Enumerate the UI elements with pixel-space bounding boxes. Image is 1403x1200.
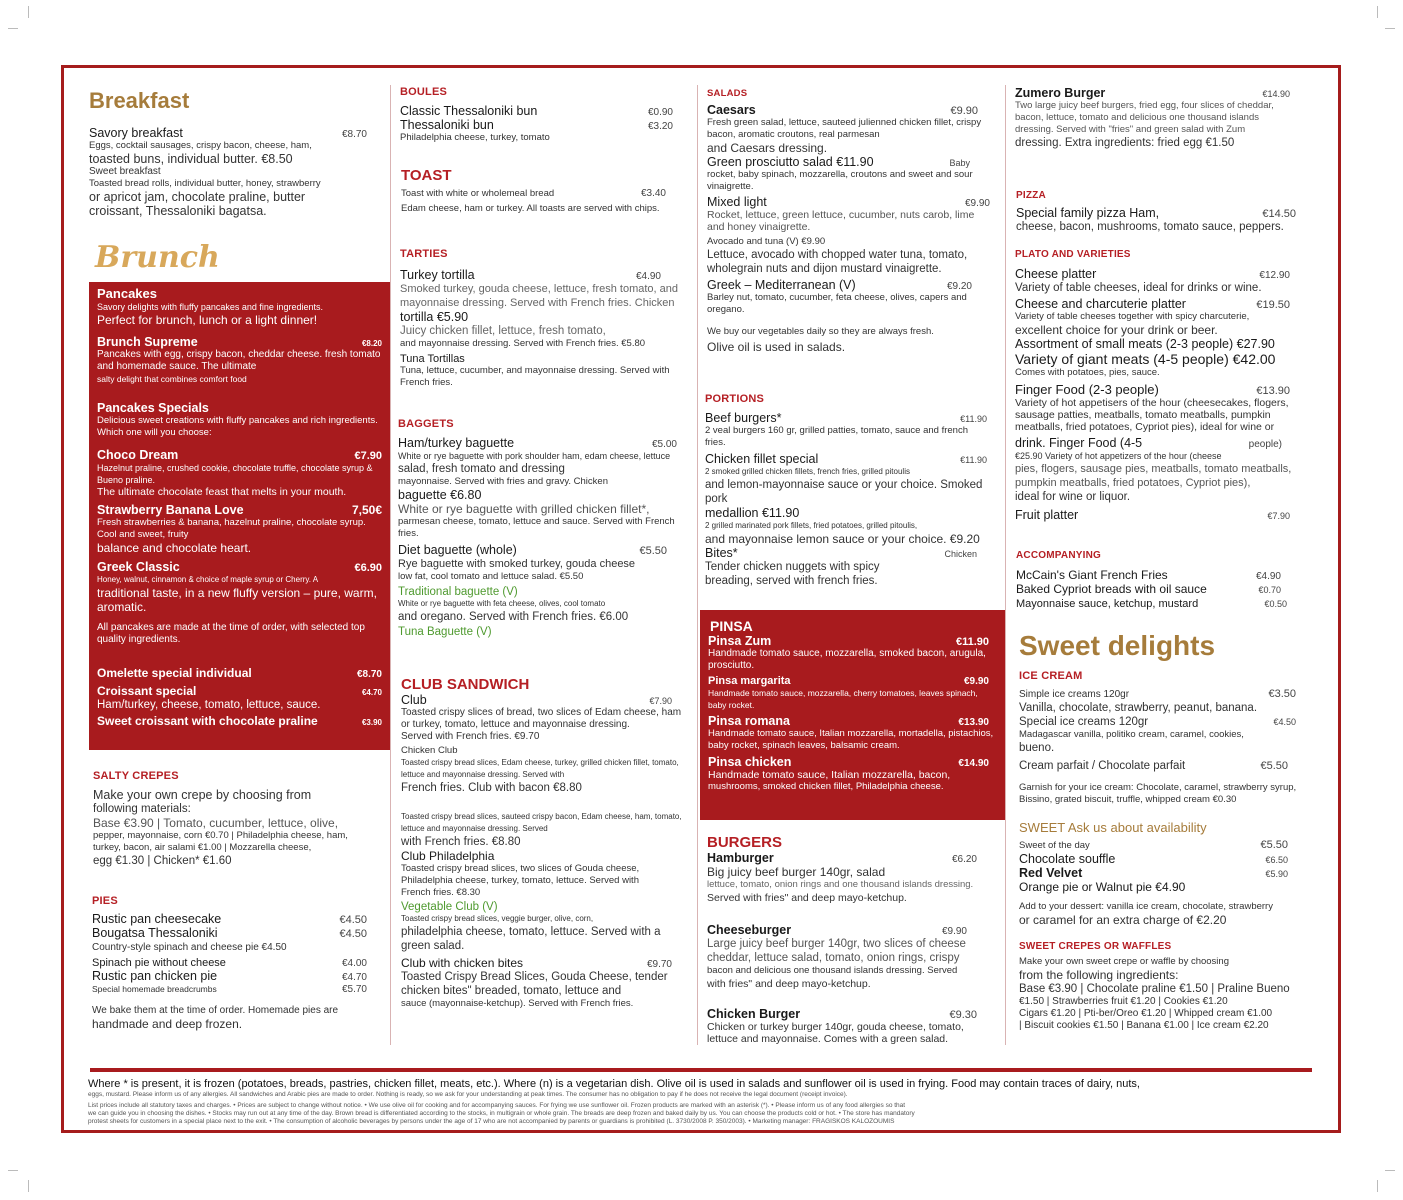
item-name: Classic Thessaloniki bun bbox=[400, 104, 538, 118]
item-desc: Honey, walnut, cinnamon & choice of maple syrup or Cherry. A bbox=[97, 575, 319, 584]
salty-crepes-section bbox=[93, 770, 378, 868]
pizza-title: PIZZA bbox=[1016, 190, 1046, 201]
menu-item bbox=[89, 126, 381, 166]
pizza-section bbox=[1016, 190, 1296, 234]
item-desc: Edam cheese, ham or turkey. All toasts are served with chips. bbox=[401, 203, 660, 214]
crop-mark bbox=[1377, 1180, 1378, 1192]
item-name: Croissant special bbox=[97, 684, 197, 698]
crop-mark bbox=[8, 28, 18, 29]
item-price: €5.70 bbox=[341, 984, 367, 995]
club-section bbox=[401, 676, 686, 1010]
item-price: €7.90 bbox=[354, 450, 382, 462]
crop-mark bbox=[28, 1180, 29, 1192]
item-desc: Fresh green salad, lettuce, sauteed julienned chicken fillet, crispy bacon, aromatic croutons, real parmesan bbox=[707, 117, 982, 140]
pancakes-specials-title: Pancakes Specials bbox=[97, 401, 209, 415]
sweet-title: Sweet delights bbox=[1019, 630, 1216, 661]
footer bbox=[88, 1072, 1318, 1126]
pancakes-note: All pancakes are made at the time of order, with selected top quality ingredients. bbox=[97, 622, 365, 645]
item-price: €0.90 bbox=[647, 107, 673, 118]
item-desc: Barley nut, tomato, cucumber, feta cheese, olives, capers and oregano. bbox=[707, 292, 967, 315]
item-name: Orange pie or Walnut pie €4.90 bbox=[1019, 880, 1186, 894]
column-divider bbox=[697, 85, 698, 1045]
sweet-section bbox=[1019, 630, 1304, 1032]
item-price: €5.50 bbox=[639, 545, 667, 557]
item-price: €9.90 bbox=[950, 105, 978, 117]
item-desc: White or rye baguette with feta cheese, olives, cool tomato bbox=[398, 599, 606, 608]
item-name: Bougatsa Thessaloniki bbox=[92, 926, 218, 940]
item-desc: White or rye baguette with grilled chicken fillet*, bbox=[398, 502, 650, 516]
text-line: Cigars €1.20 | Pti-ber/Oreo €1.20 | Whipped cream €1.00 bbox=[1019, 1008, 1273, 1019]
item-desc: low fat, cool tomato and lettuce salad. €5.50 bbox=[398, 571, 584, 582]
item-name: medallion €11.90 bbox=[705, 506, 800, 520]
salads-section bbox=[707, 88, 994, 354]
item-desc: philadelphia cheese, tomato, lettuce. Served with a green salad. bbox=[401, 926, 661, 952]
item-name: Caesars bbox=[707, 103, 756, 117]
brunch-title: Brunch bbox=[95, 240, 220, 275]
item-name: Sweet of the day bbox=[1019, 840, 1090, 851]
item-price: €6.20 bbox=[951, 854, 977, 865]
item-price: €5.50 bbox=[1260, 839, 1288, 851]
item-desc: Variety of hot appetisers of the hour (cheesecakes, flogers, sausage patties, meatballs, tomato meatballs, pumpkin meatballs, fried potatoes, Cypriot pies), ideal for wine or bbox=[1015, 397, 1289, 433]
item-desc: Toasted crispy bread slices, veggie burger, olive, corn, bbox=[401, 914, 594, 923]
crop-mark bbox=[1385, 28, 1395, 29]
item-price: €8.70 bbox=[341, 129, 367, 140]
item-name: Savory breakfast bbox=[89, 126, 183, 140]
item-price: €11.90 bbox=[960, 455, 987, 465]
column-divider bbox=[390, 85, 391, 1045]
item-desc: Toasted Crispy Bread Slices, Gouda Cheese, tender chicken bites" breaded, tomato, lettuce and bbox=[401, 971, 668, 997]
item-desc: Ham/turkey, cheese, tomato, lettuce, sauce. bbox=[97, 699, 321, 711]
item-desc: French fries. Club with bacon €8.80 bbox=[401, 782, 582, 794]
item-name: Baked Cypriot breads with oil sauce bbox=[1016, 582, 1207, 596]
text-line: pepper, mayonnaise, corn €0.70 | Philadelphia cheese, ham, turkey, bacon, air salami €1.00 | Mozzarella cheese, bbox=[93, 830, 348, 853]
item-name: Cream parfait / Chocolate parfait bbox=[1019, 760, 1186, 772]
item-desc: excellent choice for your drink or beer. bbox=[1015, 323, 1218, 337]
item-price: €12.90 bbox=[1259, 270, 1290, 281]
item-desc: Variety of table cheeses together with spicy charcuterie, bbox=[1015, 311, 1250, 322]
portions-section bbox=[705, 393, 995, 588]
item-name: baguette €6.80 bbox=[398, 488, 482, 502]
item-name: Vegetable Club (V) bbox=[401, 901, 498, 913]
item-name: Omelette special individual bbox=[97, 666, 252, 680]
item-name: Special homemade breadcrumbs bbox=[92, 984, 217, 994]
item-price: €4.00 bbox=[341, 958, 367, 969]
item-name: Club with chicken bites bbox=[401, 956, 524, 970]
pies-title: PIES bbox=[92, 895, 118, 907]
item-desc: and oregano. Served with French fries. €6.00 bbox=[398, 611, 629, 623]
item-desc: mayonnaise. Served with fries and gravy. Chicken bbox=[398, 476, 608, 487]
accompanying-title: ACCOMPANYING bbox=[1016, 550, 1101, 561]
salads-note: Olive oil is used in salads. bbox=[707, 340, 846, 354]
item-name: Pinsa chicken bbox=[708, 755, 792, 769]
item-desc: Big juicy beef burger 140gr, salad bbox=[707, 865, 886, 879]
item-price: €4.90 bbox=[1255, 571, 1281, 582]
accompanying-section bbox=[1016, 550, 1301, 610]
item-desc: Toast with white or wholemeal bread bbox=[401, 188, 555, 199]
item-price: €19.50 bbox=[1256, 299, 1290, 311]
item-name: Red Velvet bbox=[1019, 866, 1083, 880]
item-desc: 2 smoked grilled chicken fillets, french fries, grilled pitoulis bbox=[705, 467, 910, 476]
addon-note: or caramel for an extra charge of €2.20 bbox=[1019, 913, 1227, 927]
item-price: €9.90 bbox=[941, 926, 967, 937]
item-name: Chicken Club bbox=[401, 745, 458, 756]
text-line: from the following ingredients: bbox=[1019, 968, 1179, 982]
brunch-title-wrap bbox=[95, 240, 220, 275]
item-desc: Toasted crispy slices of bread, two slices of Edam cheese, ham or turkey, tomato, lettuce and mayonnaise dressing. bbox=[401, 707, 682, 730]
item-desc: toasted buns, individual butter. €8.50 bbox=[89, 152, 293, 166]
item-price: €7.90 bbox=[649, 696, 672, 706]
item-desc: Two large juicy beef burgers, fried egg, four slices of cheddar, bacon, lettuce, tomato and delicious one thousand islands dressing. Served with "fries" and green salad with Zum bbox=[1015, 100, 1274, 135]
item-price: €3.40 bbox=[640, 188, 666, 199]
item-price: €0.70 bbox=[1258, 585, 1281, 595]
crop-mark bbox=[1377, 6, 1378, 18]
item-name: Mixed light bbox=[707, 195, 767, 209]
crop-mark bbox=[28, 6, 29, 18]
item-name: Tuna Baguette (V) bbox=[398, 626, 492, 638]
breakfast-title: Breakfast bbox=[89, 88, 190, 113]
toast-section bbox=[401, 167, 686, 215]
item-name: Greek Classic bbox=[97, 560, 180, 574]
item-name: Beef burgers* bbox=[705, 411, 782, 425]
item-name: Cheese and charcuterie platter bbox=[1015, 297, 1186, 311]
item-name: Mayonnaise sauce, ketchup, mustard bbox=[1016, 598, 1199, 610]
item-desc: Variety of table cheeses, ideal for drinks or wine. bbox=[1015, 282, 1262, 294]
item-desc: Served with French fries. €9.70 bbox=[401, 731, 540, 742]
item-desc: or apricot jam, chocolate praline, butter croissant, Thessaloniki bagatsa. bbox=[89, 190, 306, 218]
item-name: Chicken fillet special bbox=[705, 452, 819, 466]
item-price: €14.50 bbox=[1262, 208, 1296, 220]
item-desc: Hazelnut praline, crushed cookie, chocolate truffle, chocolate syrup & Bueno praline. bbox=[97, 463, 373, 485]
portions-title: PORTIONS bbox=[705, 393, 765, 405]
item-desc: pies, flogers, sausage pies, meatballs, tomato meatballs, pumpkin meatballs, fried potatoes, Cypriot pies), bbox=[1015, 463, 1292, 489]
item-name: Chicken Burger bbox=[707, 1007, 801, 1021]
item-price: €6.90 bbox=[354, 562, 382, 574]
item-desc: traditional taste, in a new fluffy version – pure, warm, aromatic. bbox=[97, 586, 377, 614]
boules-title: BOULES bbox=[400, 86, 448, 98]
item-price: 7,50€ bbox=[351, 503, 382, 517]
item-price: €4.90 bbox=[635, 271, 661, 282]
pies-note: handmade and deep frozen. bbox=[92, 1017, 243, 1031]
item-desc: bueno. bbox=[1019, 742, 1055, 754]
text-line: Make your own crepe by choosing from bbox=[93, 788, 312, 802]
item-desc: Chicken or turkey burger 140gr, gouda cheese, tomato, lettuce and mayonnaise. Comes with a green salad. bbox=[707, 1021, 964, 1045]
item-name: Assortment of small meats (2-3 people) €27.90 bbox=[1015, 337, 1275, 351]
baggets-title: BAGGETS bbox=[398, 418, 454, 430]
item-side: people) bbox=[1248, 439, 1282, 450]
item-desc: bacon and delicious one thousand islands dressing. Served bbox=[707, 965, 958, 976]
item-desc: rocket, baby spinach, mozzarella, croutons and sweet and sour vinaigrette. bbox=[707, 169, 973, 192]
item-price: €13.90 bbox=[958, 717, 989, 728]
item-name: Cheeseburger bbox=[707, 923, 792, 937]
item-price: €5.00 bbox=[651, 439, 677, 450]
item-desc: French fries. €8.30 bbox=[401, 887, 481, 898]
plato-section bbox=[1015, 249, 1300, 522]
item-price: €3.50 bbox=[1268, 688, 1296, 700]
item-price: €3.90 bbox=[361, 718, 382, 727]
pinsa-box bbox=[700, 610, 1005, 820]
item-desc: Rocket, lettuce, green lettuce, cucumber, nuts carob, lime and honey vinaigrette. bbox=[707, 209, 975, 233]
footer-line: we can guide you in choosing the dishes. • Stocks may run out at any time of the day. Brown bread is differentiated according to the stocks, in multigrain or whole grain. The breads are deep frozen and baked daily by us. You can choose the products cold or hot. • The store has mandatory bbox=[88, 1110, 915, 1117]
item-name: Traditional baguette (V) bbox=[398, 586, 518, 598]
item-desc: Savory delights with fluffy pancakes and fine ingredients. bbox=[97, 302, 323, 312]
column-divider bbox=[1005, 85, 1006, 1045]
item-desc: The ultimate chocolate feast that melts in your mouth. bbox=[97, 486, 347, 498]
item-price: €4.50 bbox=[339, 914, 367, 926]
item-name: Spinach pie without cheese bbox=[92, 957, 226, 969]
addon-note: Add to your dessert: vanilla ice cream, chocolate, strawberry bbox=[1019, 901, 1273, 912]
brunch-box bbox=[89, 282, 390, 750]
item-desc: and lemon-mayonnaise sauce or your choice. Smoked pork bbox=[705, 479, 983, 505]
footer-line: eggs, mustard. Please inform us of any allergies. All sandwiches and Arabic pies are made to order. Nothing is ready, so we ask for your understanding at peak times. The consumer has no obligation to pay if he does not receive the legal document (receipt invoice). bbox=[88, 1091, 848, 1098]
item-name: Diet baguette (whole) bbox=[398, 543, 517, 557]
burgers-title: BURGERS bbox=[707, 834, 783, 851]
tarties-title: TARTIES bbox=[400, 248, 448, 260]
item-desc: Perfect for brunch, lunch or a light dinner! bbox=[97, 313, 318, 327]
item-price: €13.90 bbox=[1256, 385, 1290, 397]
item-price: €9.20 bbox=[946, 281, 972, 292]
item-desc: Lettuce, avocado with chopped water tuna, tomato, wholegrain nuts and dijon mustard vinaigrette. bbox=[707, 249, 968, 275]
item-desc: Rye baguette with smoked turkey, gouda cheese bbox=[398, 558, 636, 570]
footer-line: protest sheets for customers in a special place next to the exit. • The consumption of alcoholic beverages by persons under the age of 17 who are not accompanied by parents or guardians is prohibited (L. 3730/2008 P. 350/2003). • Marketing manager: FRAGISKOS KALOZOUMIS bbox=[88, 1118, 895, 1125]
pancakes-title: Pancakes bbox=[97, 286, 157, 301]
item-price: €4.50 bbox=[1273, 717, 1296, 727]
item-price: €9.90 bbox=[963, 676, 989, 687]
item-name: Pinsa Zum bbox=[708, 634, 772, 648]
footer-line: List prices include all statutory taxes and charges. • Prices are subject to change without notice. • We use olive oil for cooking and for accompanying sauces. For frying we use sunflower oil. Frozen products are marked with an asterisk (*). • Please inform us of any food allergies so that bbox=[88, 1102, 906, 1109]
item-desc: Toasted bread rolls, individual butter, honey, strawberry bbox=[89, 178, 321, 189]
item-desc: Smoked turkey, gouda cheese, lettuce, fresh tomato, and mayonnaise dressing. Served with French fries. Chicken bbox=[400, 283, 679, 309]
item-desc: 2 grilled marinated pork fillets, fried potatoes, grilled pitoulis, bbox=[705, 521, 918, 530]
pies-section bbox=[92, 895, 367, 1031]
item-desc: €25.90 Variety of hot appetizers of the hour (cheese bbox=[1015, 451, 1222, 461]
item-desc: Handmade tomato sauce, mozzarella, cherry tomatoes, leaves spinach, baby rocket. bbox=[708, 688, 978, 710]
item-desc: Madagascar vanilla, politiko cream, caramel, cookies, bbox=[1019, 729, 1244, 740]
item-name: Cheese platter bbox=[1015, 267, 1097, 281]
pinsa-title: PINSA bbox=[710, 618, 753, 634]
item-name: Ham/turkey baguette bbox=[398, 436, 515, 450]
item-desc: Served with fries" and deep mayo-ketchup. bbox=[707, 892, 907, 904]
item-desc: lettuce, tomato, onion rings and one thousand islands dressing. bbox=[707, 879, 974, 890]
item-desc: Eggs, cocktail sausages, crispy bacon, cheese, ham, bbox=[89, 140, 312, 151]
tarties-section bbox=[400, 248, 685, 389]
text-line: following materials: bbox=[93, 803, 191, 815]
item-name: Pinsa margarita bbox=[708, 675, 791, 687]
item-desc: and mayonnaise lemon sauce or your choice. €9.20 bbox=[705, 532, 980, 546]
breakfast-section bbox=[89, 88, 381, 218]
item-desc: mushrooms, smoked chicken fillet, Philadelphia cheese. bbox=[708, 781, 944, 792]
item-price: €4.70 bbox=[361, 688, 382, 697]
item-name: Greek – Mediterranean (V) bbox=[707, 278, 856, 292]
item-desc: Philadelphia cheese, turkey, tomato bbox=[400, 132, 550, 143]
pies-note: We bake them at the time of order. Homemade pies are bbox=[92, 1005, 339, 1016]
item-desc: ideal for wine or liquor. bbox=[1015, 491, 1131, 503]
item-price: €5.90 bbox=[1265, 869, 1288, 879]
item-name: Sweet breakfast bbox=[89, 166, 161, 177]
plato-title: PLATO AND VARIETIES bbox=[1015, 249, 1131, 260]
item-price: €4.70 bbox=[341, 972, 367, 983]
item-name: Chocolate souffle bbox=[1019, 852, 1116, 866]
garnish-note: Garnish for your ice cream: Chocolate, caramel, strawberry syrup, Bissino, grated biscuit, truffle, whipped cream €0.30 bbox=[1019, 782, 1297, 805]
item-name: Pinsa romana bbox=[708, 714, 790, 728]
item-name: Fruit platter bbox=[1015, 508, 1079, 522]
item-desc: Juicy chicken fillet, lettuce, fresh tomato, bbox=[400, 325, 606, 337]
club-title: CLUB SANDWICH bbox=[401, 676, 530, 693]
item-name: Thessaloniki bun bbox=[400, 118, 494, 132]
item-name: tortilla €5.90 bbox=[400, 310, 469, 324]
item-name: Zumero Burger bbox=[1015, 86, 1106, 100]
item-price: €4.50 bbox=[339, 928, 367, 940]
item-name: Club bbox=[401, 693, 427, 707]
item-desc: Handmade tomato sauce, mozzarella, smoked bacon, arugula, prosciutto. bbox=[708, 648, 986, 671]
item-price: €3.20 bbox=[647, 121, 673, 132]
item-name: Choco Dream bbox=[97, 448, 179, 462]
item-name: Rustic pan chicken pie bbox=[92, 969, 218, 983]
item-desc: Toasted crispy bread slices, sauteed crispy bacon, Edam cheese, ham, tomato, lettuce and mayonnaise dressing. Served bbox=[401, 812, 682, 833]
sweet-crepes-title: SWEET CREPES OR WAFFLES bbox=[1019, 941, 1172, 952]
zumero-section bbox=[1015, 86, 1300, 150]
ask-title: SWEET Ask us about availability bbox=[1019, 820, 1207, 835]
item-name: Special family pizza Ham, bbox=[1016, 206, 1160, 220]
baggets-section bbox=[398, 418, 687, 638]
item-price: €9.90 bbox=[964, 198, 990, 209]
item-desc: with French fries. €8.80 bbox=[401, 836, 521, 848]
text-line: Base €3.90 | Chocolate praline €1.50 | Praline Bueno bbox=[1019, 983, 1290, 995]
item-price: €7.90 bbox=[1267, 511, 1290, 521]
item-price: €0.50 bbox=[1264, 599, 1287, 609]
item-desc: Pancakes with egg, crispy bacon, cheddar cheese. fresh tomato and homemade sauce. The ultimate bbox=[97, 349, 381, 372]
item-side: Chicken bbox=[944, 549, 977, 559]
item-name: Turkey tortilla bbox=[400, 268, 475, 282]
text-line: Base €3.90 | Tomato, cucumber, lettuce, olive, bbox=[93, 816, 339, 830]
item-desc: salad, fresh tomato and dressing bbox=[398, 463, 565, 475]
item-name: Special ice creams 120gr bbox=[1019, 716, 1149, 728]
item-desc: and Caesars dressing. bbox=[707, 141, 828, 155]
text-line: | Biscuit cookies €1.50 | Banana €1.00 | Ice cream €2.20 bbox=[1019, 1020, 1269, 1031]
crop-mark bbox=[1385, 1170, 1395, 1171]
salads-title: SALADS bbox=[707, 88, 748, 99]
toast-title: TOAST bbox=[401, 167, 452, 184]
text-line: €1.50 | Strawberries fruit €1.20 | Cookies €1.20 bbox=[1019, 996, 1228, 1007]
item-price: €5.50 bbox=[1260, 760, 1288, 772]
item-price: €11.90 bbox=[960, 414, 987, 424]
item-desc: Tender chicken nuggets with spicy breading, served with french fries. bbox=[705, 561, 880, 587]
item-desc: 2 veal burgers 160 gr, grilled patties, tomato, sauce and french fries. bbox=[705, 425, 968, 448]
item-name: Club Philadelphia bbox=[401, 849, 495, 863]
item-name: Sweet croissant with chocolate praline bbox=[97, 714, 318, 728]
item-name: Variety of giant meats (4-5 people) €42.00 bbox=[1015, 351, 1276, 367]
item-price: €9.70 bbox=[646, 959, 672, 970]
item-name: Finger Food (2-3 people) bbox=[1015, 382, 1159, 397]
boules-section bbox=[400, 86, 685, 144]
item-desc: White or rye baguette with pork shoulder ham, edam cheese, lettuce bbox=[398, 451, 671, 461]
item-price: €8.70 bbox=[356, 669, 382, 680]
item-desc: Delicious sweet creations with fluffy pancakes and rich ingredients. Which one will you choose: bbox=[97, 415, 378, 438]
item-desc: with fries" and deep mayo-ketchup. bbox=[707, 978, 871, 990]
item-desc: and mayonnaise dressing. Served with French fries. €5.80 bbox=[400, 338, 646, 349]
item-desc: cheese, bacon, mushrooms, tomato sauce, peppers. bbox=[1016, 221, 1284, 233]
item-price: €8.20 bbox=[361, 339, 382, 348]
item-desc: Handmade tomato sauce, Italian mozzarella, mortadella, pistachios, baby rocket, spinach leaves, balsamic cream. bbox=[708, 728, 994, 751]
item-desc: Comes with potatoes, pies, sauce. bbox=[1015, 367, 1160, 378]
item-name: McCain's Giant French Fries bbox=[1016, 568, 1168, 582]
menu-item bbox=[89, 166, 381, 218]
salads-note: We buy our vegetables daily so they are always fresh. bbox=[707, 326, 934, 337]
item-desc: balance and chocolate heart. bbox=[97, 541, 252, 555]
item-side: Baby bbox=[949, 158, 970, 168]
item-name: Avocado and tuna (V) €9.90 bbox=[707, 236, 826, 247]
item-desc: Toasted crispy bread slices, two slices of Gouda cheese, Philadelphia cheese, turkey, tomato, lettuce. Served with bbox=[401, 863, 640, 886]
item-desc: Fresh strawberries & banana, hazelnut praline, chocolate syrup. Cool and sweet, fruity bbox=[97, 517, 366, 540]
ice-cream-title: ICE CREAM bbox=[1019, 670, 1083, 682]
item-name: Tuna Tortillas bbox=[400, 353, 465, 365]
text-line: egg €1.30 | Chicken* €1.60 bbox=[93, 855, 232, 867]
burgers-section bbox=[707, 834, 995, 1045]
item-desc: Tuna, lettuce, cucumber, and mayonnaise dressing. Served with French fries. bbox=[400, 365, 670, 388]
crop-mark bbox=[8, 1170, 18, 1171]
item-price: €6.50 bbox=[1265, 855, 1288, 865]
item-name: Strawberry Banana Love bbox=[97, 503, 244, 517]
item-name: Green prosciutto salad €11.90 bbox=[707, 155, 874, 169]
item-desc: dressing. Extra ingredients: fried egg €1.50 bbox=[1015, 137, 1235, 149]
item-name: Rustic pan cheesecake bbox=[92, 912, 222, 926]
item-price: €9.30 bbox=[949, 1009, 977, 1021]
item-desc: parmesan cheese, tomato, lettuce and sauce. Served with French fries. bbox=[398, 516, 675, 539]
item-desc: salty delight that combines comfort food bbox=[97, 374, 247, 384]
item-desc: sauce (mayonnaise-ketchup). Served with French fries. bbox=[401, 998, 634, 1009]
item-price: €11.90 bbox=[955, 636, 989, 648]
item-desc: Handmade tomato sauce, Italian mozzarella, bacon, bbox=[708, 769, 951, 781]
item-desc: Vanilla, chocolate, strawberry, peanut, banana. bbox=[1019, 702, 1258, 714]
item-name: Country-style spinach and cheese pie €4.50 bbox=[92, 942, 287, 953]
item-name: Hamburger bbox=[707, 851, 774, 865]
salty-crepes-title: SALTY CREPES bbox=[93, 770, 179, 782]
item-price: €14.90 bbox=[958, 758, 989, 769]
item-name: Brunch Supreme bbox=[97, 335, 198, 349]
item-name: drink. Finger Food (4-5 bbox=[1015, 436, 1143, 450]
text-line: Make your own sweet crepe or waffle by choosing bbox=[1019, 956, 1229, 967]
item-desc: Large juicy beef burger 140gr, two slices of cheese cheddar, lettuce salad, tomato, onion rings, crispy bbox=[707, 938, 966, 964]
item-name: Bites* bbox=[705, 546, 738, 560]
footer-main: Where * is present, it is frozen (potatoes, breads, pastries, chicken fillet, meats, etc.). Where (n) is a vegetarian dish. Olive oil is used in salads and sunflower oil is used in frying. Food may contain traces of dairy, nuts, bbox=[88, 1078, 1140, 1090]
item-name: Simple ice creams 120gr bbox=[1019, 689, 1130, 700]
item-price: €14.90 bbox=[1262, 89, 1290, 99]
item-desc: Toasted crispy bread slices, Edam cheese, turkey, grilled chicken fillet, tomato, lettuce and mayonnaise dressing. Served with bbox=[401, 758, 679, 779]
